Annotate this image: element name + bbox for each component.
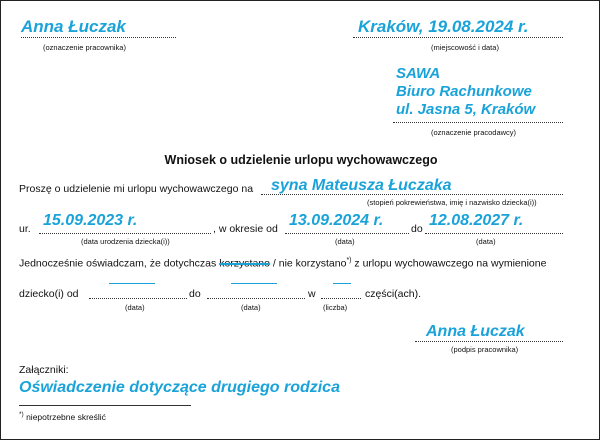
declaration-part3: z urlopu wychowawczego na wymienione — [354, 257, 547, 270]
signature-label: (podpis pracownika) — [451, 345, 519, 354]
from-line — [285, 233, 409, 234]
date2-blank — [231, 283, 277, 284]
employer-label: (oznaczenie pracodawcy) — [431, 128, 517, 137]
declaration-sup: *) — [346, 257, 352, 264]
date2-label: (data) — [241, 303, 261, 312]
attachment-item: Oświadczenie dotyczące drugiego rodzica — [19, 379, 340, 396]
employer-line — [393, 122, 563, 123]
date1-label: (data) — [125, 303, 145, 312]
declaration-part1: Jednocześnie oświadczam, że dotychczas — [19, 257, 217, 270]
from-value: 13.09.2024 r. — [289, 212, 384, 229]
employer-line3: ul. Jasna 5, Kraków — [396, 101, 536, 118]
from-label: (data) — [335, 237, 355, 246]
child-value: syna Mateusza Łuczaka — [271, 177, 452, 194]
footnote — [19, 411, 106, 422]
employer-line1: SAWA — [396, 65, 441, 82]
count-blank — [333, 283, 351, 284]
birth-label: (data urodzenia dziecka(i)) — [81, 237, 170, 246]
child-row-do: do — [189, 288, 201, 300]
footnote-text: niepotrzebne skreślić — [26, 411, 106, 422]
form-title: Wniosek o udzielenie urlopu wychowawczego — [164, 153, 438, 167]
to-label: (data) — [476, 237, 496, 246]
to-line — [425, 233, 563, 234]
child-row-prefix: dziecko(i) od — [19, 288, 79, 300]
employer-block — [396, 65, 535, 119]
ur-label: ur. — [19, 223, 31, 235]
footnote-sup: *) — [19, 411, 24, 418]
to-value: 12.08.2027 r. — [429, 212, 524, 229]
declaration-struck: korzystano — [219, 257, 270, 270]
birth-line — [39, 233, 211, 234]
declaration — [19, 257, 546, 270]
birth-value: 15.09.2023 r. — [43, 212, 138, 229]
declaration-part2: / nie korzystano — [272, 257, 347, 270]
child-label: (stopień pokrewieństwa, imię i nazwisko dziecka(i)) — [367, 198, 537, 207]
footnote-separator — [19, 405, 191, 406]
signature-line — [415, 341, 563, 342]
period-text: , w okresie od — [213, 223, 278, 235]
do-label: do — [411, 223, 423, 235]
date2-line — [207, 298, 305, 299]
employee-name: Anna Łuczak — [21, 17, 126, 36]
date1-line — [89, 298, 187, 299]
date1-blank — [109, 283, 155, 284]
place-date-label: (miejscowość i data) — [431, 43, 499, 52]
count-line — [321, 298, 361, 299]
place-date-line — [353, 37, 563, 38]
child-row-w: w — [308, 288, 316, 300]
child-row-suffix: części(ach). — [365, 288, 422, 300]
attachments-label: Załączniki: — [19, 364, 69, 376]
place-date: Kraków, 19.08.2024 r. — [358, 17, 529, 36]
request-prefix: Proszę o udzielenie mi urlopu wychowawczego na — [19, 183, 254, 195]
count-label: (liczba) — [323, 303, 348, 312]
signature-name: Anna Łuczak — [426, 323, 525, 340]
employer-line2: Biuro Rachunkowe — [396, 83, 532, 100]
employee-name-line — [21, 37, 176, 38]
employee-label: (oznaczenie pracownika) — [43, 43, 126, 52]
